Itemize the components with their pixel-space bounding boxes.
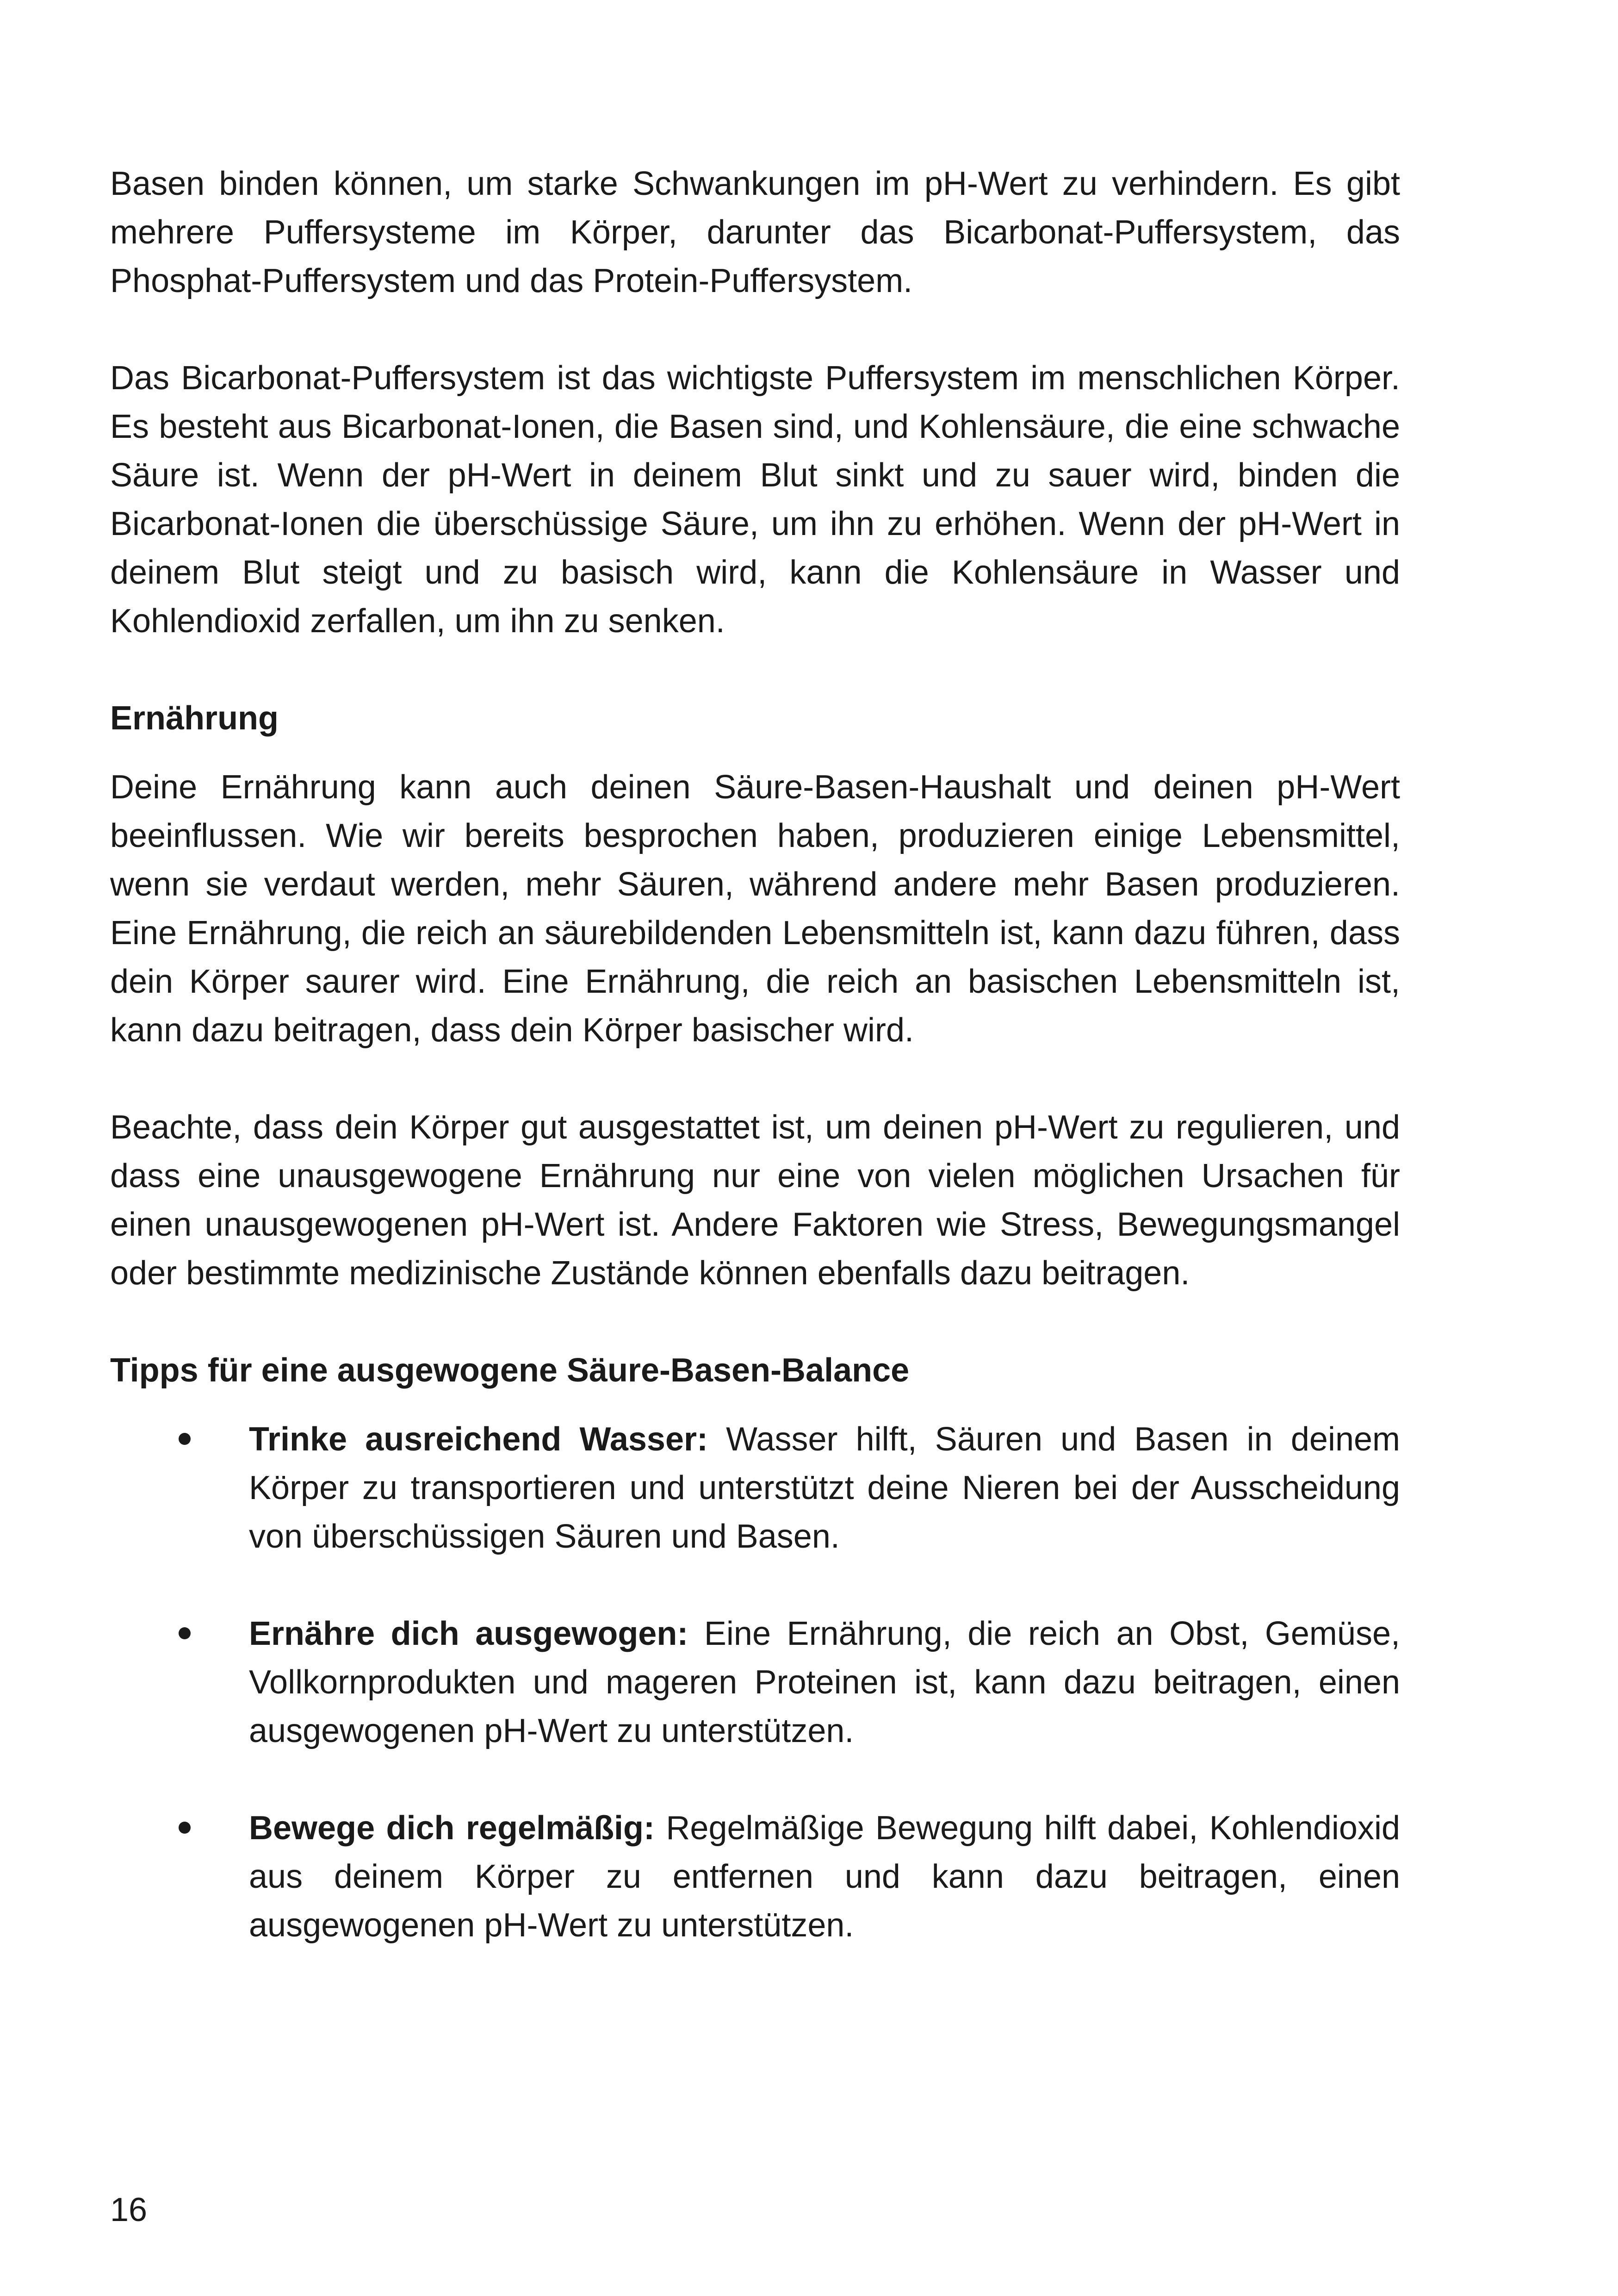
body-paragraph: Basen binden können, um starke Schwankungen im pH-Wert zu verhindern. Es gibt mehrere Puffersysteme im Körper, darunter das Bicarbonat-Puffersystem, das Phosphat-Puffersystem und das Protein-Puffersystem. — [110, 165, 1400, 299]
bullet-icon — [179, 1433, 191, 1445]
list-item-term: Bewege dich regelmäßig: — [249, 1810, 655, 1847]
list-item — [110, 1415, 1400, 1561]
list-item-term: Ernähre dich ausgewogen: — [249, 1615, 688, 1652]
page-content — [110, 160, 1400, 1950]
list-item-term: Trinke ausreichend Wasser: — [249, 1421, 708, 1458]
list-item — [110, 1610, 1400, 1755]
tips-list — [110, 1415, 1400, 1950]
body-paragraph: Beachte, dass dein Körper gut ausgestattet ist, um deinen pH-Wert zu regulieren, und dass eine unausgewogene Ernährung nur eine von vielen möglichen Ursachen für einen unausgewogenen pH-Wert ist. Andere Faktoren wie Stress, Bewegungsmangel oder bestimmte medizinische Zustände können ebenfalls dazu beitragen. — [110, 1109, 1400, 1292]
body-paragraph: Das Bicarbonat-Puffersystem ist das wichtigste Puffersystem im menschlichen Körper. Es besteht aus Bicarbonat-Ionen, die Basen sind, und Kohlensäure, die eine schwache Säure ist. Wenn der pH-Wert in deinem Blut sinkt und zu sauer wird, binden die Bicarbonat-Ionen die überschüssige Säure, um ihn zu erhöhen. Wenn der pH-Wert in deinem Blut steigt und zu basisch wird, kann die Kohlensäure in Wasser und Kohlendioxid zerfallen, um ihn zu senken. — [110, 360, 1400, 640]
page-number: 16 — [110, 2191, 148, 2228]
list-item-text: Wasser hilft, Säuren und Basen in deinem Körper zu transportieren und unterstützt deine Nieren bei der Ausscheidung von überschüssigen Säuren und Basen. — [249, 1421, 1401, 1555]
body-paragraph: Deine Ernährung kann auch deinen Säure-Basen-Haushalt und deinen pH-Wert beeinflussen. Wie wir bereits besprochen haben, produzieren einige Lebensmittel, wenn sie verdaut werden, mehr Säuren, während andere mehr Basen produzieren. Eine Ernährung, die reich an säurebildenden Lebensmitteln ist, kann dazu führen, dass dein Körper saurer wird. Eine Ernährung, die reich an basischen Lebensmitteln ist, kann dazu beitragen, dass dein Körper basischer wird. — [110, 769, 1400, 1049]
bullet-icon — [179, 1822, 191, 1834]
list-item — [110, 1804, 1400, 1950]
bullet-icon — [179, 1627, 191, 1639]
section-heading-tipps: Tipps für eine ausgewogene Säure-Basen-Balance — [110, 1352, 910, 1389]
section-heading-ernaehrung: Ernährung — [110, 700, 279, 737]
list-item-text: Regelmäßige Bewegung hilft dabei, Kohlendioxid aus deinem Körper zu entfernen und kann dazu beitragen, einen ausgewogenen pH-Wert zu unterstützen. — [249, 1810, 1401, 1944]
list-item-text: Eine Ernährung, die reich an Obst, Gemüse, Vollkornprodukten und mageren Proteinen ist, kann dazu beitragen, einen ausgewogenen pH-Wert zu unterstützen. — [249, 1615, 1401, 1749]
